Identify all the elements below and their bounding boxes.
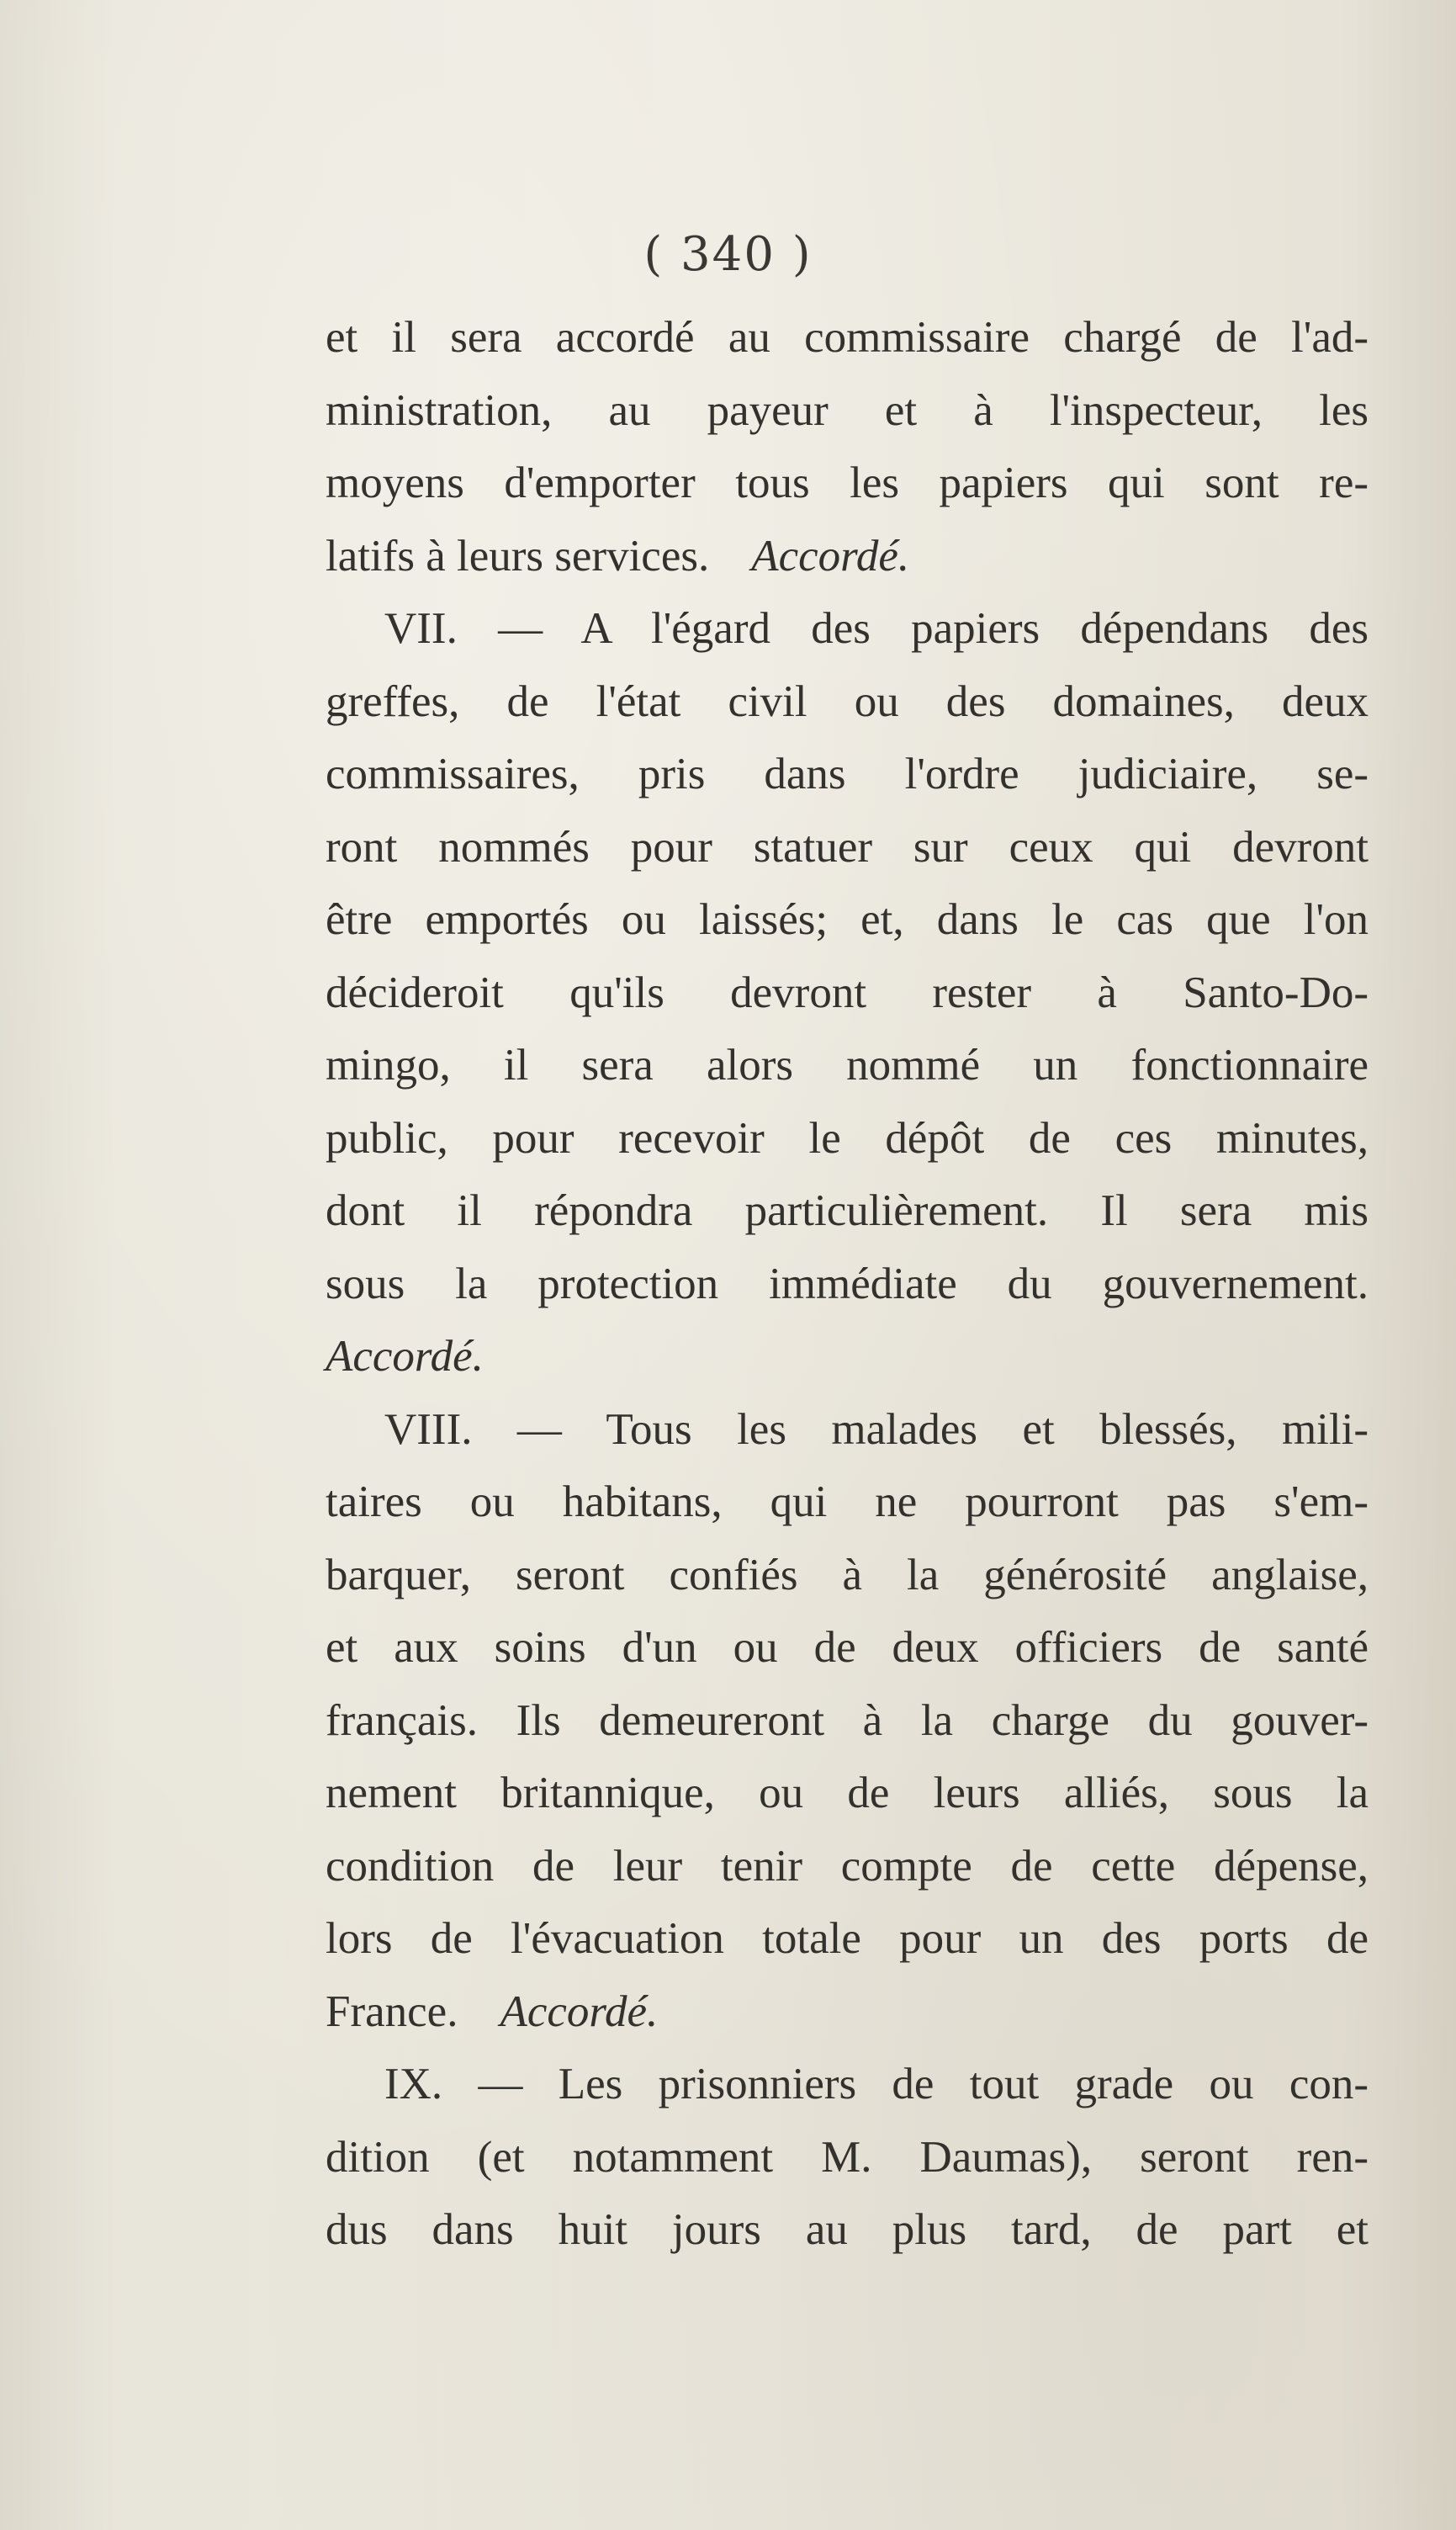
- text-line: ront nommés pour statuer sur ceux qui devront: [326, 822, 1369, 872]
- text-line: [326, 1976, 1369, 2049]
- page-number: ( 340 ): [643, 227, 813, 282]
- text-line: mingo, il sera alors nommé un fonctionnaire: [326, 1041, 1369, 1090]
- text-line: dition (et notamment M. Daumas), seront ren-: [326, 2132, 1369, 2182]
- body-text: [326, 301, 1369, 2267]
- text-line: ministration, au payeur et à l'inspecteur, les: [326, 385, 1369, 435]
- text-line: sous la protection immédiate du gouvernement.: [326, 1259, 1369, 1308]
- text-line: [326, 520, 1369, 593]
- article-vii-line: VII. — A l'égard des papiers dépendans des: [384, 604, 1369, 653]
- text-line: public, pour recevoir le dépôt de ces minutes,: [326, 1113, 1369, 1163]
- text-line: et aux soins d'un ou de deux officiers de santé: [326, 1623, 1369, 1672]
- text-line-content: France.: [326, 1986, 458, 2036]
- text-line: moyens d'emporter tous les papiers qui sont re-: [326, 459, 1369, 507]
- text-line: être emportés ou laissés; et, dans le cas que l'on: [326, 895, 1369, 944]
- text-line: dus dans huit jours au plus tard, de part et: [326, 2205, 1369, 2254]
- text-line: [326, 1320, 1369, 1393]
- text-line: taires ou habitans, qui ne pourront pas s'em-: [326, 1477, 1369, 1526]
- text-line: nement britannique, ou de leurs alliés, sous la: [326, 1769, 1369, 1817]
- text-line: décideroit qu'ils devront rester à Santo-Do-: [326, 968, 1369, 1017]
- text-line: commissaires, pris dans l'ordre judiciaire, se-: [326, 750, 1369, 798]
- text-line: barquer, seront confiés à la générosité anglaise,: [326, 1550, 1369, 1599]
- text-line: greffes, de l'état civil ou des domaines, deux: [326, 676, 1369, 726]
- accorde-label: Accordé.: [751, 531, 910, 581]
- text-line: lors de l'évacuation totale pour un des ports de: [326, 1914, 1369, 1963]
- article-viii-line: VIII. — Tous les malades et blessés, mili-: [384, 1404, 1369, 1454]
- text-line: français. Ils demeureront à la charge du gouver-: [326, 1695, 1369, 1745]
- accorde-label: Accordé.: [326, 1332, 484, 1381]
- article-ix-line: IX. — Les prisonniers de tout grade ou con-: [384, 2060, 1369, 2108]
- text-line: et il sera accordé au commissaire chargé de l'ad-: [326, 313, 1369, 362]
- text-line: dont il répondra particulièrement. Il sera mis: [326, 1186, 1369, 1235]
- text-line-content: latifs à leurs services.: [326, 531, 710, 581]
- accorde-label: Accordé.: [500, 1986, 659, 2036]
- text-line: condition de leur tenir compte de cette dépense,: [326, 1841, 1369, 1891]
